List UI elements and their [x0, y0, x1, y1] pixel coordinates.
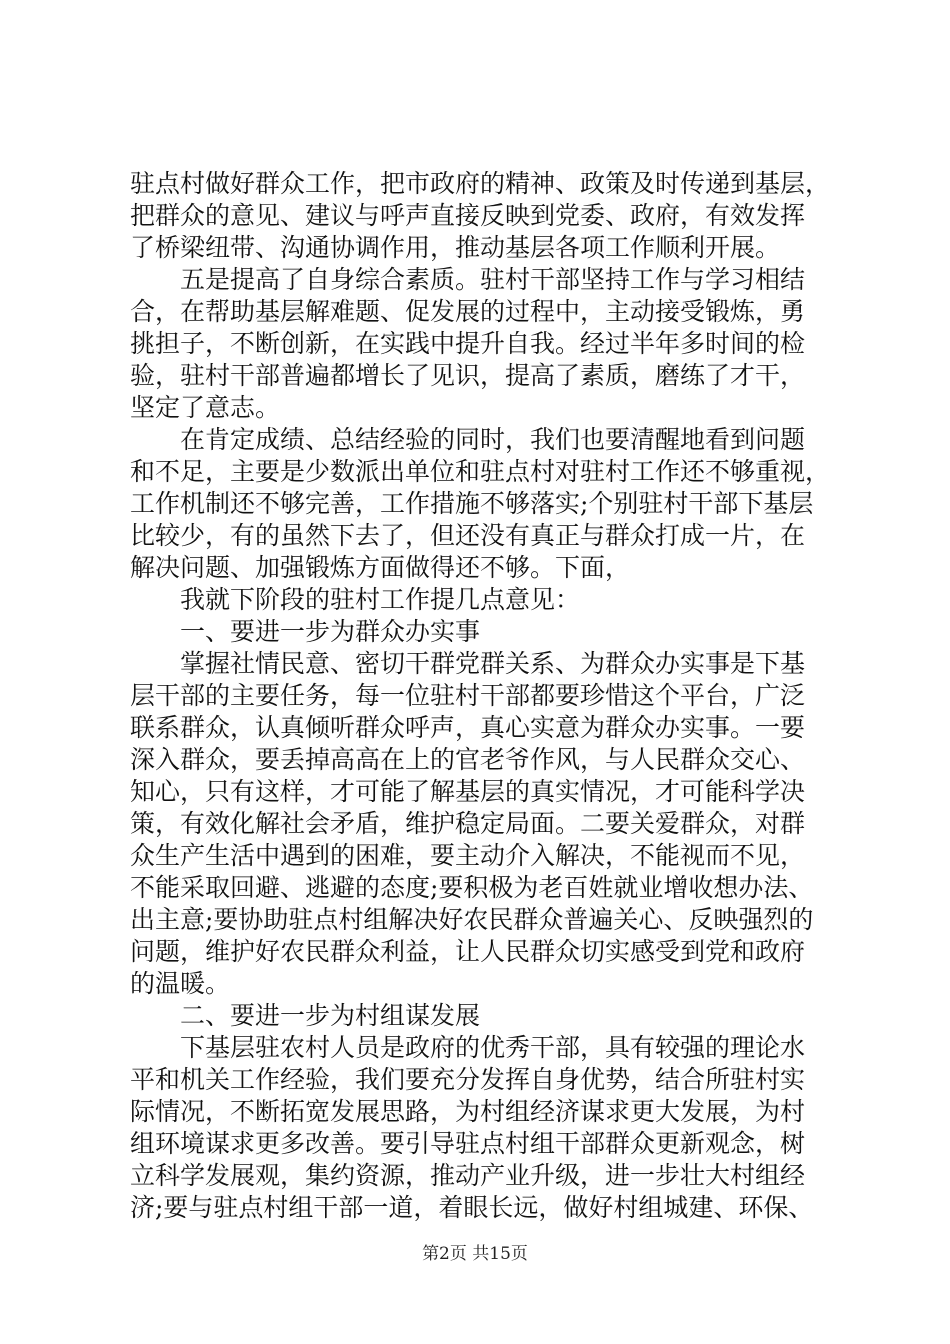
text-line: 联系群众，认真倾听群众呼声，真心实意为群众办实事。一要: [130, 713, 806, 742]
text-line: 我就下阶段的驻村工作提几点意见：: [180, 585, 581, 614]
text-line: 验，驻村干部普遍都增长了见识，提高了素质，磨练了才干，: [130, 361, 806, 390]
text-line: 坚定了意志。: [130, 393, 281, 422]
text-line: 比较少，有的虽然下去了，但还没有真正与群众打成一片，在: [130, 521, 806, 550]
text-line: 策，有效化解社会矛盾，维护稳定局面。二要关爱群众，对群: [130, 809, 806, 838]
page-number: 第2页 共15页: [422, 1244, 528, 1264]
text-line: 驻点村做好群众工作，把市政府的精神、政策及时传递到基层，: [130, 169, 831, 198]
text-line: 把群众的意见、建议与呼声直接反映到党委、政府，有效发挥: [130, 201, 806, 230]
text-line: 众生产生活中遇到的困难，要主动介入解决，不能视而不见，: [130, 841, 806, 870]
text-line: 组环境谋求更多改善。要引导驻点村组干部群众更新观念，树: [130, 1129, 806, 1158]
text-line: 际情况，不断拓宽发展思路，为村组经济谋求更大发展，为村: [130, 1097, 806, 1126]
text-line: 合，在帮助基层解难题、促发展的过程中，主动接受锻炼，勇: [130, 297, 806, 326]
text-line: 在肯定成绩、总结经验的同时，我们也要清醒地看到问题: [180, 425, 806, 454]
text-line: 五是提高了自身综合素质。驻村干部坚持工作与学习相结: [180, 265, 806, 294]
document-body: [130, 168, 830, 1224]
text-line: 挑担子，不断创新，在实践中提升自我。经过半年多时间的检: [130, 329, 806, 358]
text-line: 下基层驻农村人员是政府的优秀干部，具有较强的理论水: [180, 1033, 806, 1062]
text-line: 立科学发展观，集约资源，推动产业升级，进一步壮大村组经: [130, 1161, 806, 1190]
text-line: 出主意;要协助驻点村组解决好农民群众普遍关心、反映强烈的: [130, 905, 814, 934]
section-heading: 一、要进一步为群众办实事: [180, 617, 481, 646]
text-line: 的温暖。: [130, 969, 231, 998]
text-line: 平和机关工作经验，我们要充分发挥自身优势，结合所驻村实: [130, 1065, 806, 1094]
text-line: 不能采取回避、逃避的态度;要积极为老百姓就业增收想办法、: [130, 873, 814, 902]
text-line: 问题，维护好农民群众利益，让人民群众切实感受到党和政府: [130, 937, 806, 966]
text-line: 济;要与驻点村组干部一道，着眼长远，做好村组城建、环保、: [130, 1193, 814, 1222]
text-line: 层干部的主要任务，每一位驻村干部都要珍惜这个平台，广泛: [130, 681, 806, 710]
text-line: 解决问题、加强锻炼方面做得还不够。下面，: [130, 553, 631, 582]
text-line: 知心，只有这样，才可能了解基层的真实情况，才可能科学决: [130, 777, 806, 806]
text-line: 掌握社情民意、密切干群党群关系、为群众办实事是下基: [180, 649, 806, 678]
text-line: 了桥梁纽带、沟通协调作用，推动基层各项工作顺利开展。: [130, 233, 781, 262]
text-line: 和不足，主要是少数派出单位和驻点村对驻村工作还不够重视，: [130, 457, 831, 486]
text-line: 工作机制还不够完善，工作措施不够落实;个别驻村干部下基层: [130, 489, 814, 518]
text-line: 深入群众，要丢掉高高在上的官老爷作风，与人民群众交心、: [130, 745, 806, 774]
section-heading: 二、要进一步为村组谋发展: [180, 1001, 481, 1030]
